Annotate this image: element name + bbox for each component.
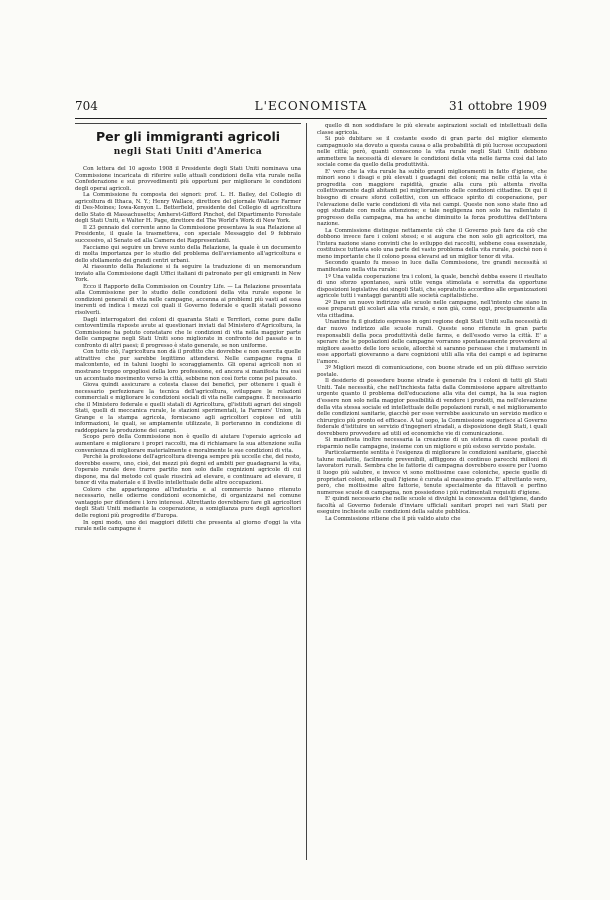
paragraph: 1º Una valida cooperazione tra i coloni, la quale, benchè debba essere il risultato di uno sforzo spontaneo, sarà utile venga stimolata e sorretta da opportune disposizioni legislative dei singoli Stati, che sopratutto accordino alle organizzazioni agricole tutti i vantaggi garantiti alle società capitalistiche.: [317, 273, 547, 300]
paragraph: La Commissione fu composta dei signori: prof. L. H. Bailey, del Collegio di agricoltura di Ithaca, N. Y.; Henry Wallace, direttore del giornale Wallace Farmer di Des-Moines; Iowa-Kenyon L. Betterfield, presidente del Collegio di agricoltura dello Stato di Massachusetts; Amherst-Gifford Pinchot, del Dipartimento Forestale degli Stati Uniti, e Walter H. Page, direttore del The World's Work di New York.: [75, 192, 301, 225]
paragraph: E' vero che la vita rurale ha subìto grandi miglioramenti in fatto d'igiene, che minori sono i disagi e più elevati i guadagni dei coloni; ma nelle città la vita è progredita con maggiore rapidità, grazie alla cura più attenta rivolta collettivamente dagli abitanti pel miglioramento delle condizioni cittadine. Di qui il bisogno di creare sforzi collettivi, con un efficace spirito di cooperazione, per l'elevazione delle varie condizioni di vita nei campi. Queste non sono state fino ad oggi studiate con molta attenzione; e tale negligenza non solo ha rallentato il progresso della campagna, ma ha anche diminuito la forza produttiva dell'intera nazione.: [317, 168, 547, 228]
paragraph: La Commissione ritiene che il più valido aiuto che: [325, 515, 461, 522]
article-top-rule: [75, 123, 301, 124]
journal-title: L'ECONOMISTA: [254, 99, 368, 113]
paragraph: Unanime fu il giudizio espresso in ogni regione degli Stati Uniti sulla necessità di dar nuovo indirizzo alle scuole rurali. Queste sono ritenute in gran parte responsabili della poca produttività delle farms, e dell'esodo verso la città. E' a sperare che le popolazioni delle campagne vorranno spontaneamente provvedere al migliore assetto delle loro scuole, allorchè si saranno persuase che i mutamenti in esse apportati gioveranno a dare cognizioni utili alla vita dei campi e ad ispirarne l'amore.: [317, 319, 547, 365]
issue-date: 31 ottobre 1909: [448, 99, 547, 113]
paragraph: Secondo quanto fu messo in luce dalla Commissione, tre grandi necessità si manifestano nella vita rurale:: [317, 260, 547, 274]
paragraph: Il desiderio di possedere buone strade è generale fra i coloni di tutti gli Stati Uniti. Tale necessità, che nell'inchiesta fatta dalla Commissione appare altrettanto urgente quanto il problema dell'educazione alla vita dei campi, ha la sua ragion d'essere non solo nella maggior possibilità di vendere i prodotti, ma nell'elevazione della vita stessa sociale ed intellettuale delle popolazioni rurali, e nel miglioramento delle condizioni sanitarie, giacchè per esse verrebbe assicurato un servizio medico e chirurgico più pronto ed efficace. A tal uopo, la Commissione suggerisce al Governo federale d'istituire un servizio d'ingegneri stradali, a disposizione degli Stati, i quali dovrebbero provvedere ad utili ed economiche vie di comunicazione.: [317, 378, 547, 437]
paragraph: Facciamo qui seguire un breve sunto della Relazione, la quale è un documento di molta importanza per lo studio del problema dell'avviamento all'agricoltura e dello sfollamento dei grandi centri urbani.: [75, 244, 301, 264]
left-column: [75, 123, 307, 860]
paragraph: Al riassunto della Relazione si fa seguire la traduzione di un memorandum inviato alla Commissione dagli Uffici italiani di patronato per gli emigranti in New York.: [75, 264, 301, 284]
article-title: Per gli immigranti agricoli: [95, 129, 281, 144]
paragraph: Con lettera del 10 agosto 1908 il Presidente degli Stati Uniti nominava una Commissione incaricata di riferire sulle attuali condizioni della vita rurale nella Confederazione e sui provvedimenti più opportuni per migliorare le condizioni degli operai agricoli.: [75, 166, 301, 192]
paragraph: Ecco il Rapporto della Commission on Country Life. — La Relazione presentata alla Commissione per lo studio delle condizioni della vita rurale espone le condizioni generali di vita nelle campagne, accenna ai problemi più vasti ad essa inerenti ed indica i mezzi coi quali il Governo federale e quelli statali possono risolverli.: [75, 283, 301, 317]
paragraph: Si può dubitare se il costante esodo di gran parte del miglior elemento campagnuolo sia dovuto a questa causa o alla probabilità di più lucrose occupazioni nelle città; però, quanti conoscono la vita rurale negli Stati Uniti debbono ammettere la necessità di elevare le condizioni della vita nelle farms così dal lato sociale come da quello della produttività.: [317, 136, 547, 169]
page-number: 704: [75, 99, 98, 113]
paragraph: Il 23 gennaio del corrente anno la Commissione presentava la sua Relazione al Presidente, il quale la trasmetteva, con speciale Messaggio del 9 febbraio successivo, al Senato ed alla Camera dei Rappresentanti.: [75, 224, 301, 245]
paragraph: Con tutto ciò, l'agricoltura non dà il profitto che dovrebbe e non esercita quelle attrattive che pur sarebbe legittimo attendersi. Nelle campagne regna il malcontento, ed in taluni luoghi lo scoraggiamento. Gli operai agricoli non si mostrano troppo orgogliosi della loro professione, ed ancora si manifesta tra essi un accentuato movimento verso la città, sebbene non così forte come pel passato.: [75, 349, 301, 382]
right-column: [317, 123, 547, 522]
paragraph: Si manifesta inoltre necessaria la creazione di un sistema di casse postali di risparmio nelle campagne, insieme con un migliore e più esteso servizio postale.: [317, 437, 547, 450]
paragraph: Giova quindi assicurare a cotesta classe dei benefici, per ottenere i quali è necessario perfezionare la tecnica dell'agricoltura, sviluppare le relazioni commerciali e migliorare le condizioni sociali di vita nelle campagne. È necessario che il Ministero federale e quelli statali di Agricoltura, gl'istituti agrari dei singoli Stati, quelli di meccanica rurale, le stazioni sperimentali, la Farmers' Union, la Grange e la stampa agricola, forniscano agli agricoltori copiose ed utili informazioni, le quali, se ampiamente utilizzate, li porteranno in condizione di raddoppiare la produzione dei campi.: [75, 382, 301, 434]
paragraph: quello di non soddisfare le più elevate aspirazioni sociali ed intellettuali della classe agricola.: [317, 123, 547, 136]
paragraph: In ogni modo, uno dei maggiori difetti che presenta al giorno d'oggi la vita rurale nelle campagne è: [75, 519, 301, 533]
paragraph: 3º Migliori mezzi di comunicazione, con buone strade ed un più diffuso servizio postale.: [317, 365, 547, 378]
paragraph: Scopo però della Commissione non è quello di aiutare l'operaio agricolo ad aumentare e migliorare i propri raccolti, ma di richiamare la sua attenzione sulla convenienza di migliorare materialmente e moralmente le sue condizioni di vita.: [75, 434, 301, 454]
article-subtitle: negli Stati Uniti d'America: [113, 147, 263, 157]
paragraph: Particolarmente sentita è l'esigenza di migliorare le condizioni sanitarie, giacchè talune malattie, facilmente prevenibili, affliggono di continuo parecchi milioni di lavoratori rurali. Sembra che le fattorie di campagna dovrebbero essere per l'uomo il luogo più salubre, e invece vi sono moltissime case coloniche, specie quelle di proprietari coloni, nelle quali l'igiene è curata al massimo grado. E' altrettanto vero, però, che moltissime altre fattorie, tenute specialmente da fittavoli e perfino numerose scuole di campagna, non possiedono i più rudimentali requisiti d'igiene.: [317, 450, 547, 496]
paragraph: E' quindi necessario che nelle scuole si divulghi la conoscenza dell'igiene, dando facoltà al Governo federale d'inviare ufficiali sanitari propri nei vari Stati per eseguire inchieste sulle condizioni della salute pubblica.: [317, 496, 547, 516]
paragraph: 2º Dare un nuovo indirizzo alle scuole nelle campagne, nell'intento che siano in esse preparati gli scolari alla vita rurale, e non già, come oggi, precipuamente alla vita cittadina.: [317, 299, 547, 319]
paragraph: Coloro che appartengono all'industria e al commercio hanno ritenuto necessario, nelle odierne condizioni economiche, di organizzarsi nel comune vantaggio per difendere i loro interessi. Altrettanto dovrebbero fare gli agricoltori degli Stati Uniti mediante la cooperazione, a somiglianza pure degli agricoltori delle regioni più progredite d'Europa.: [75, 486, 301, 519]
paragraph: Dagli interrogatori dei coloni di quaranta Stati e Territori, come pure dalle centoventimila risposte avute ai questionari inviati dal Ministero d'Agricoltura, la Commissione ha potuto constatare che le condizioni di vita nella maggior parte delle campagne negli Stati Uniti sono migliorate in confronto del passato e in confronto di altri paesi; il progresso è stato generale, se non uniforme.: [75, 316, 301, 349]
page-header: [75, 99, 547, 115]
paragraph: Perchè la professione dell'agricoltura divenga sempre più uccelle che, del resto, dovrebbe essere, uno, cioè, dei mezzi più degni ed ambiti per guadagnarsi la vita, l'operaio rurale deve trarre partito non solo dalle cognizioni agricole di cui dispone, ma dal metodo col quale riuscirà ad elevare, e continuare ad elevare, il tenor di vita materiale e il livello intellettuale delle altre occupazioni.: [75, 454, 301, 487]
header-rule: [75, 118, 547, 119]
paragraph: La Commissione distingue nettamente ciò che il Governo può fare da ciò che dobbono invece fare i coloni stessi; e si augura che non solo gli agricoltori, ma l'intera nazione siano convinti che lo sviluppo dei raccolti, sebbene cosa essenziale, costituisce tuttavia solo una parte del vasto problema della vita rurale, poichè non è meno importante che il colono possa elevarsi ad un miglior tenor di vita.: [317, 227, 547, 260]
